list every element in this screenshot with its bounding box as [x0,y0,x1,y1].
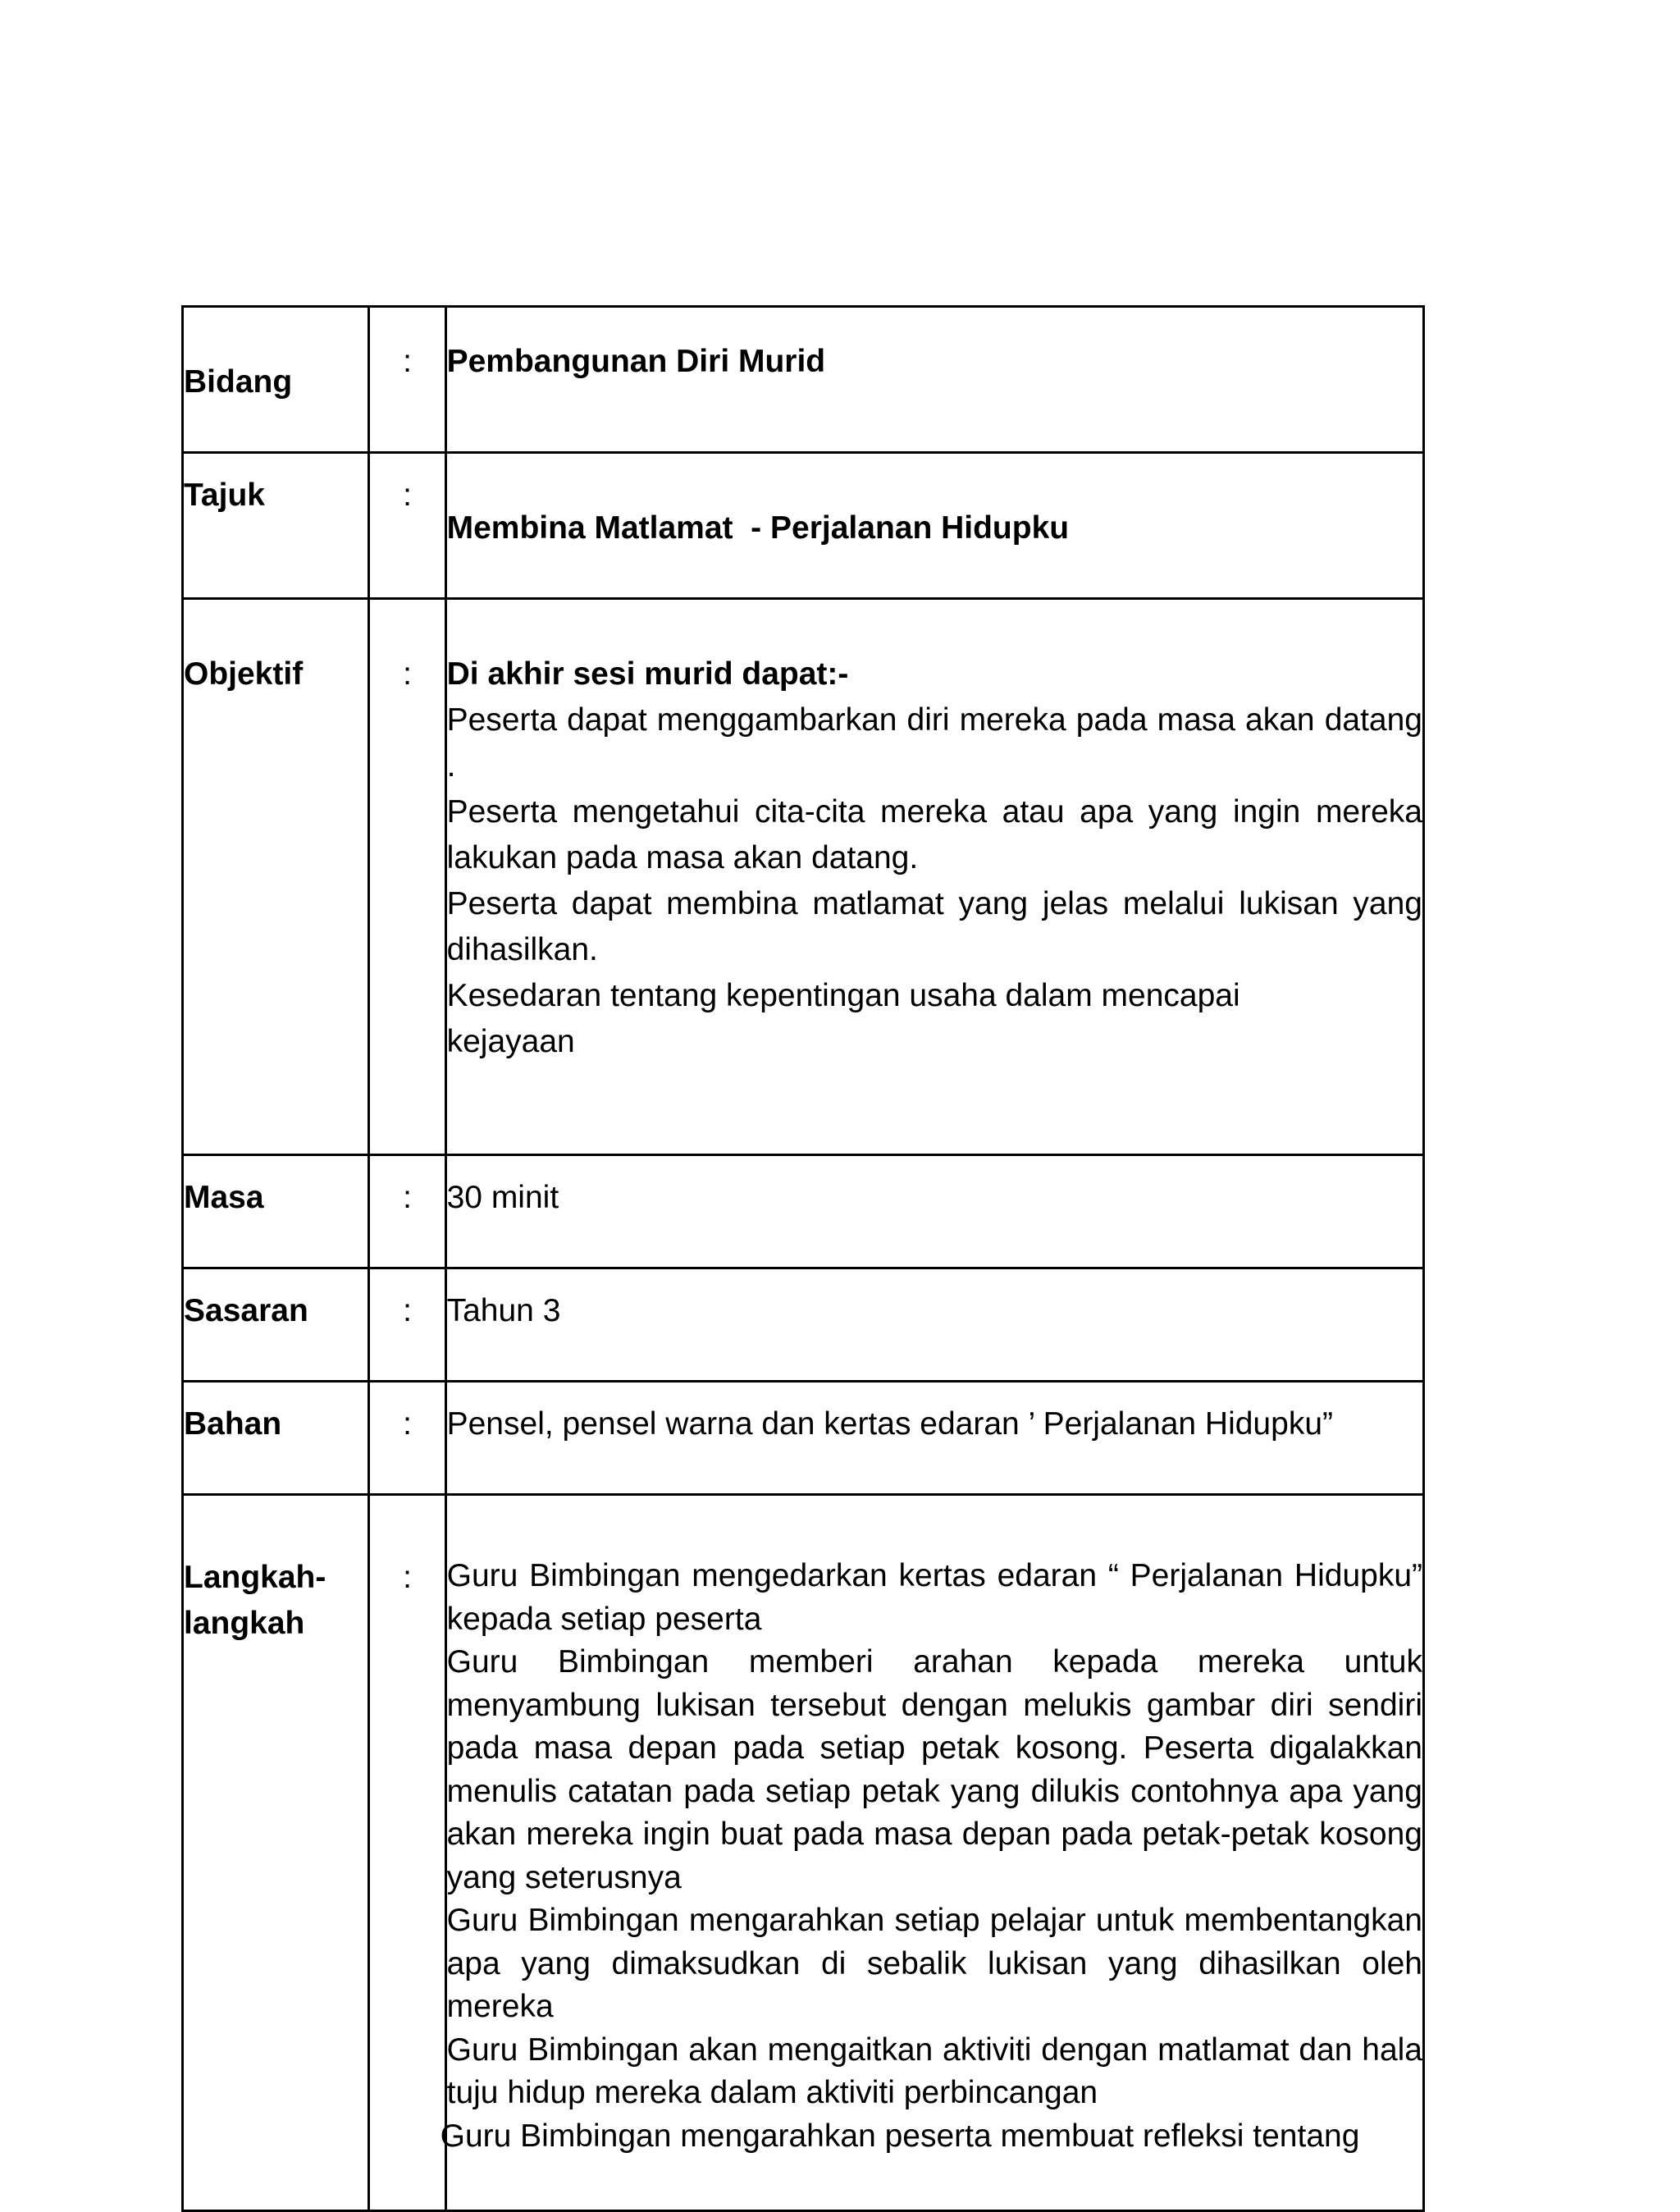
langkah-item: Guru Bimbingan mengedarkan kertas edaran “ Perjalanan Hidupku” kepada setiap peserta [446,1558,1422,1637]
langkah-item: Guru Bimbingan memberi arahan kepada mereka untuk menyambung lukisan tersebut dengan melukis gambar diri sendiri pada masa depan pada setiap petak kosong. Peserta digalakkan menulis catatan pada setiap petak yang dilukis contohnya apa yang akan mereka ingin buat pada masa depan pada petak-petak kosong yang seterusnya [446,1644,1422,1895]
value-sasaran: Tahun 3 [445,1268,1423,1382]
row-bidang [183,307,1424,453]
label-tajuk: Tajuk [183,453,369,599]
row-langkah [183,1495,1424,2211]
objektif-item: Peserta mengetahui cita-cita mereka atau apa yang ingin mereka lakukan pada masa akan datang. [446,794,1422,875]
colon-tajuk: : [369,453,445,599]
value-bidang: Pembangunan Diri Murid [445,307,1423,453]
colon-bahan: : [369,1382,445,1495]
lesson-plan-table [181,305,1425,2212]
value-masa: 30 minit [445,1155,1423,1268]
langkah-item: Guru Bimbingan mengarahkan peserta membuat refleksi tentang [440,2118,1360,2154]
colon-objektif: : [369,599,445,1155]
colon-sasaran: : [369,1268,445,1382]
objektif-item: Kesedaran tentang kepentingan usaha dalam mencapai [446,978,1240,1013]
label-sasaran: Sasaran [183,1268,369,1382]
value-tajuk: Membina Matlamat - Perjalanan Hidupku [445,453,1423,599]
row-masa [183,1155,1424,1268]
objektif-item: kejayaan [446,1024,575,1059]
value-objektif [445,599,1423,1155]
label-bidang: Bidang [183,307,369,453]
colon-masa: : [369,1155,445,1268]
label-objektif: Objektif [183,599,369,1155]
objektif-item: Peserta dapat menggambarkan diri mereka pada masa akan datang . [446,702,1422,784]
objektif-heading: Di akhir sesi murid dapat:- [446,656,849,692]
value-langkah [440,1495,1423,2211]
label-bahan: Bahan [183,1382,369,1495]
row-tajuk [183,453,1424,599]
colon-langkah: : [369,1495,445,2211]
langkah-item: Guru Bimbingan akan mengaitkan aktiviti dengan matlamat dan hala tuju hidup mereka dalam aktiviti perbincangan [446,2031,1422,2110]
row-objektif [183,599,1424,1155]
colon-bidang: : [369,307,445,453]
row-sasaran [183,1268,1424,1382]
label-masa: Masa [183,1155,369,1268]
objektif-item: Peserta dapat membina matlamat yang jelas melalui lukisan yang dihasilkan. [446,886,1422,967]
value-bahan: Pensel, pensel warna dan kertas edaran ’ Perjalanan Hidupku” [445,1382,1423,1495]
row-bahan [183,1382,1424,1495]
label-langkah: Langkah-langkah [183,1495,369,2211]
langkah-item: Guru Bimbingan mengarahkan setiap pelajar untuk membentangkan apa yang dimaksudkan di sebalik lukisan yang dihasilkan oleh mereka [446,1903,1422,2024]
